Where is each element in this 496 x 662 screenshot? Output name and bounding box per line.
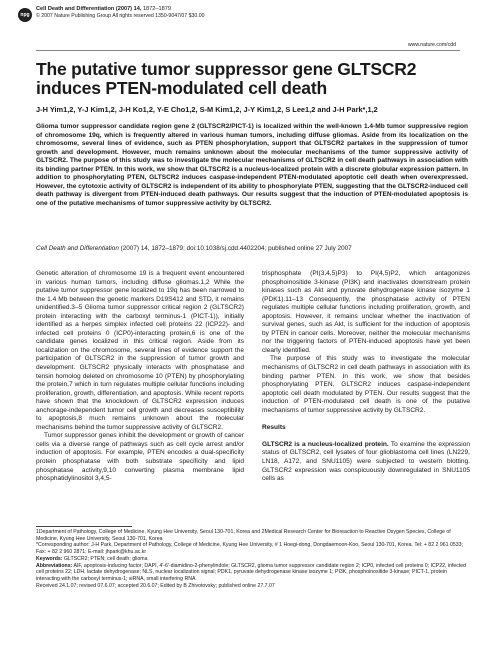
received-dates: Received 24.1.07; revised 07.6.07; accepted 20.6.07; Edited by B Zhivotovsky; published online 27.7.07 <box>36 582 275 589</box>
results-heading: Results <box>262 423 286 431</box>
copyright-line: © 2007 Nature Publishing Group All rights reserved 1350-9047/07 $30.00 <box>36 13 205 19</box>
npg-logo-icon: npg <box>18 8 32 22</box>
body-paragraph: Tumor suppressor genes inhibit the development or growth of cancer cells via a diverse range of pathways such as cell cycle arrest and/or induction of apoptosis. For example, PTEN encodes a dual-specificity protein phosphatase with both substrate specificity and lipid phosphatase activity,9,10 converting plasma membrane lipid phosphatidylinositol 3,4,5- <box>36 432 244 483</box>
body-paragraph: trisphosphate (PI(3,4,5)P3) to PI(4,5)P2, which antagonizes phosphoinositide 3-kinase (PI3K) and inactivates downstream protein kinases such as Akt and pyruvate dehydrogenase kinase isozyme 1 (PDK1).11–13 Consequently, the phosphatase activity of PTEN regulates multiple cellular functions including proliferation, growth, and apoptosis. However, it remains unclear whether the inactivation of survival genes, such as Akt, is sufficient for the induction of apoptosis by PTEN in cancer cells. Moreover, neither the molecular mechanisms nor the triggering factors of PTEN-induced apoptosis have yet been clearly identified. <box>262 270 470 354</box>
author-list: J-H Yim1,2, Y-J Kim1,2, J-H Ko1,2, Y-E Cho1,2, S-M Kim1,2, J-Y Kim1,2, S Lee1,2 and J-H Park*,1,2 <box>36 105 378 114</box>
footnotes <box>36 529 470 589</box>
body-column-right <box>262 270 470 484</box>
journal-header <box>36 6 456 20</box>
spacer <box>262 415 470 424</box>
article-citation: Cell Death and Differentiation (2007) 14, 1872–1879; doi:10.1038/sj.cdd.4402204; published online 27 July 2007 <box>36 245 352 252</box>
body-paragraph: The purpose of this study was to investigate the molecular mechanisms of GLTSCR2 in cell death pathways in association with its binding partner PTEN. In this work, we show that besides phosphorylating PTEN, GLTSCR2 induces caspase-independent apoptotic cell death modulated by PTEN. Our results suggest that the induction of PTEN-modulated cell death is one of the putative mechanisms of tumor suppressive activity by GLTSCR2. <box>262 355 470 414</box>
body-column-left <box>36 270 244 484</box>
body-paragraph: Genetic alteration of chromosome 19 is a frequent event encountered in various human tumors, including diffuse gliomas.1,2 While the putative tumor suppressor gene localized to 19q has been narrowed to the 1.4 Mb between the genetic markers D19S412 and STD, it remains unidentified.3–5 Glioma tumor suppressor critical region 2 (GLTSCR2) protein interacting with the carboxyl terminus-1 (PICT-1)), initially identified as a herpes simplex infected cell proteins 22 (ICP22)- and infected cell proteins 0 (ICP0)-interacting protein,6 is one of the candidate genes localized in this critical region. Aside from its localization on the chromosome, several lines of evidence support the participation of GLTSCR2 in the suppression of tumor growth and development. GLTSCR2 physically interacts with phosphatase and tensin homolog deleted on chromosome 10 (PTEN) by phosphorylating the protein,7 which in turn regulates multiple cellular functions including proliferation, growth, differentiation, and apoptosis. While recent reports have shown that the knockdown of GLTSCR2 expression induces anchorage-independent tumor cell growth and decreases susceptibility to apoptosis,8 much remains unknown about the molecular mechanisms behind the tumor suppressive activity of GLTSCR2. <box>36 270 244 431</box>
keywords: Keywords: GLTSCR2; PTEN; cell death; glioma <box>36 555 148 562</box>
abbreviations: Abbreviations: AIF, apoptosis-inducing factor; DAPI, 4′-6′-diamidino-2-phenylindole; GLTSCR2, glioma tumor suppressor candidate region 2; ICP0, infected cell proteins 0; ICP22, infected cell proteins 22; LDH, lactate dehydrogenase; NLS, nuclear localization signal; PDK1, pyruvate dehydrogenase kinase isozyme 1; PI3K, phosphoinositide 3-kinase; PICT-1, protein interacting with the carboxyl terminus-1; siRNA, small interfering RNA <box>36 562 467 582</box>
abstract: Glioma tumor suppressor candidate region gene 2 (GLTSCR2/PICT-1) is localized within the well-known 1.4-Mb tumor suppressive region of chromosome 19q, which is frequently altered in various human tumors, including diffuse gliomas. Aside from its localization on the chromosome, several lines of evidence, such as PTEN phosphorylation, support that GLTSCR2 partakes in the suppression of tumor growth and development. However, much remains unknown about the molecular mechanisms of the tumor suppressive activity of GLTSCR2. The purpose of this study was to investigate the molecular mechanisms of GLTSCR2 in cell death pathways in association with its binding partner PTEN. In this work, we show that GLTSCR2 is a nucleus-localized protein with a discrete globular expression pattern. In addition to phosphorylating PTEN, GLTSCR2 induces caspase-independent PTEN-modulated apoptotic cell death when overexpressed. However, the cytotoxic activity of GLTSCR2 is independent of its ability to phosphorylate PTEN, suggesting that the GLTSCR2-induced cell death pathway is divergent from PTEN-induced death pathways. Our results suggest that the induction of PTEN-modulated apoptosis is one of the putative mechanisms of tumor suppressive activity by GLTSCR2. <box>36 123 468 207</box>
affiliations: 1Department of Pathology, College of Medicine, Kyung Hee University, Seoul 130-701, Korea and 2Medical Research Center for Bioreaction to Reactive Oxygen Species, College of Medicine, Kyung Hee University, Seoul 130-701, Korea <box>36 529 451 542</box>
journal-citation-line: Cell Death and Differentiation (2007) 14, 1872–1879 <box>36 6 171 12</box>
article-title: The putative tumor suppressor gene GLTSCR2 induces PTEN-modulated cell death <box>36 59 417 98</box>
results-paragraph: GLTSCR2 is a nucleus-localized protein. To examine the expression status of GLTSCR2, cell lysates of four glioblastoma cell lines (LN229, LN18, A172, and SNU1105) were subjected to western blotting. GLTSCR2 expression was conspicuously downregulated in SNU1105 cells as <box>262 440 470 483</box>
header-divider <box>36 50 460 51</box>
footnote-divider <box>36 526 132 527</box>
spacer <box>262 432 470 441</box>
journal-website-link[interactable]: www.nature.com/cdd <box>407 42 456 48</box>
results-subheading: GLTSCR2 is a nucleus-localized protein. <box>262 440 389 448</box>
correspondence: *Corresponding author: J-H Park, Department of Pathology, College of Medicine, Kyung Hee University, # 1 Hoegi-dong, Dongdaemoon-Koo, Seoul 130-701, Korea. Tel: + 82 2 961 0533; Fax: + 82 2 960 2871; E-mail: jhpark@khu.ac.kr <box>36 542 463 556</box>
